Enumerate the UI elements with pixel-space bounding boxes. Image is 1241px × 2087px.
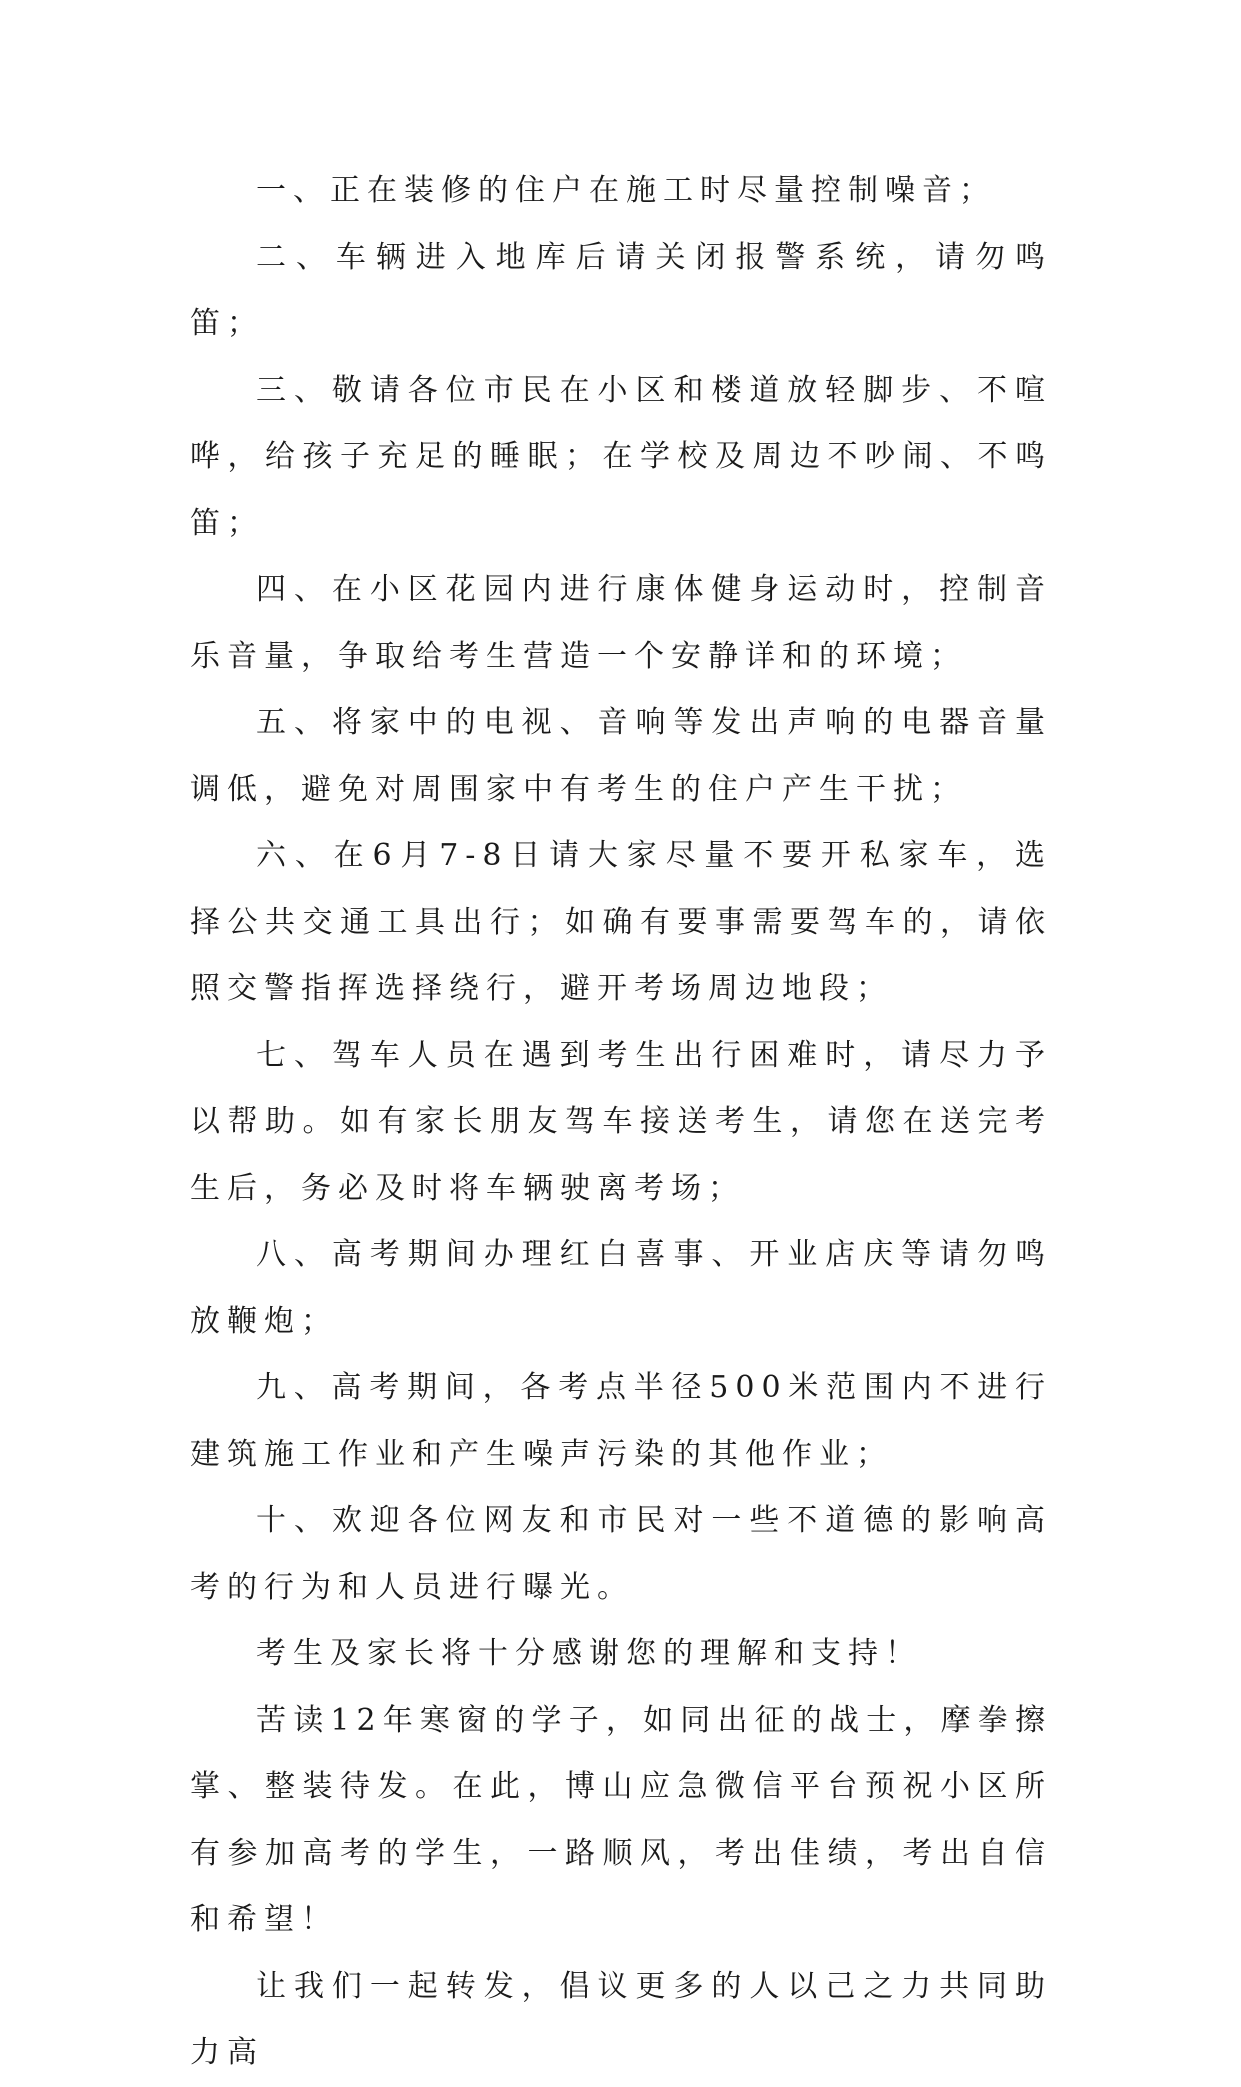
paragraph-rule-7: 七、驾车人员在遇到考生出行困难时，请尽力予以帮助。如有家长朋友驾车接送考生，请您在送完考生后，务必及时将车辆驶离考场； bbox=[190, 1037, 1052, 1206]
paragraph-wishes: 苦读12年寒窗的学子，如同出征的战士，摩拳擦掌、整装待发。在此，博山应急微信平台预祝小区所有参加高考的学生，一路顺风，考出佳绩，考出自信和希望！ bbox=[190, 1702, 1052, 1937]
paragraph-rule-5: 五、将家中的电视、音响等发出声响的电器音量调低，避免对周围家中有考生的住户产生干扰； bbox=[190, 705, 1052, 807]
paragraph-rule-4: 四、在小区花园内进行康体健身运动时，控制音乐音量，争取给考生营造一个安静详和的环境； bbox=[190, 572, 1052, 674]
paragraph-rule-3: 三、敬请各位市民在小区和楼道放轻脚步、不喧哗，给孩子充足的睡眠；在学校及周边不吵闹、不鸣笛； bbox=[190, 372, 1052, 541]
paragraph-share-call: 让我们一起转发，倡议更多的人以己之力共同助力高 bbox=[190, 1968, 1052, 2070]
document-body bbox=[190, 158, 1052, 2087]
paragraph-thanks: 考生及家长将十分感谢您的理解和支持！ bbox=[256, 1636, 922, 1671]
paragraph-rule-9: 九、高考期间，各考点半径500米范围内不进行建筑施工作业和产生噪声污染的其他作业； bbox=[190, 1370, 1052, 1472]
paragraph-rule-2: 二、车辆进入地库后请关闭报警系统，请勿鸣笛； bbox=[190, 239, 1052, 341]
paragraph-rule-1: 一、正在装修的住户在施工时尽量控制噪音； bbox=[256, 173, 996, 208]
paragraph-rule-8: 八、高考期间办理红白喜事、开业店庆等请勿鸣放鞭炮； bbox=[190, 1237, 1052, 1339]
paragraph-rule-6: 六、在6月7-8日请大家尽量不要开私家车，选择公共交通工具出行；如确有要事需要驾车的，请依照交警指挥选择绕行，避开考场周边地段； bbox=[190, 838, 1052, 1006]
paragraph-rule-10: 十、欢迎各位网友和市民对一些不道德的影响高考的行为和人员进行曝光。 bbox=[190, 1503, 1052, 1605]
